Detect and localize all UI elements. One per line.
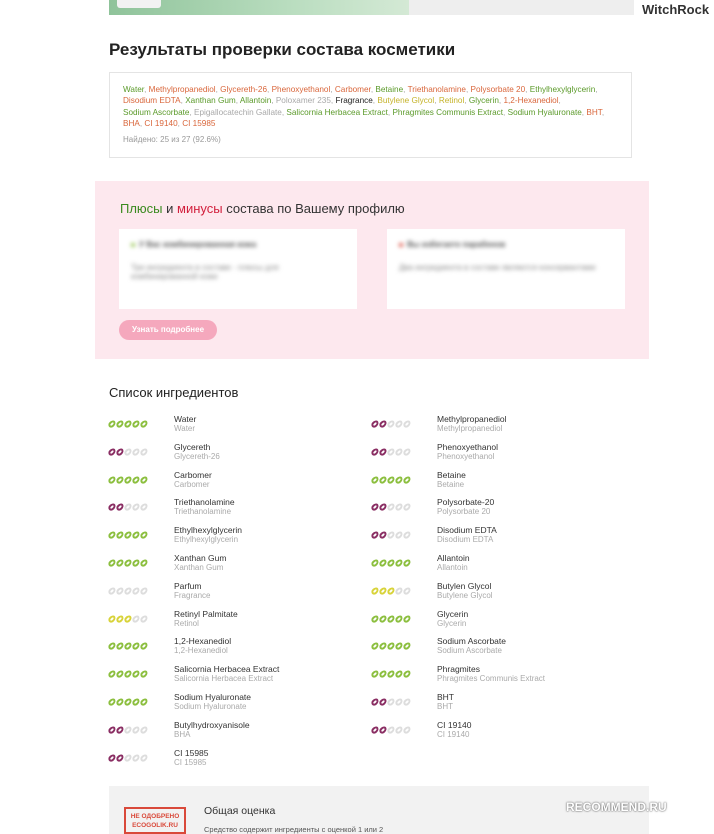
ingredient-row[interactable] xyxy=(109,608,369,636)
drop-icon xyxy=(139,502,149,512)
learn-more-button[interactable]: Узнать подробнее xyxy=(119,320,217,340)
ingredient-name: CI 19140 xyxy=(437,719,472,730)
composition-ingredient[interactable]: 1,2-Hexanediol xyxy=(503,96,559,106)
rating-drops-icon xyxy=(109,448,147,456)
ingredient-row[interactable] xyxy=(372,469,632,497)
composition-ingredient[interactable]: Polysorbate 20 xyxy=(470,85,526,94)
ingredient-inci: Allantoin xyxy=(437,563,468,572)
drop-icon xyxy=(402,586,412,596)
ingredient-inci: CI 15985 xyxy=(174,757,207,767)
ingredient-name: Betaine xyxy=(437,469,466,480)
composition-ingredient[interactable]: Ethylhexylglycerin xyxy=(529,85,596,94)
ingredient-inci: Polysorbate 20 xyxy=(437,507,491,517)
drop-icon xyxy=(402,614,412,624)
drop-icon xyxy=(139,697,149,707)
drop-icon xyxy=(402,419,412,429)
ingredient-name: Phragmites xyxy=(437,664,480,675)
ingredient-row[interactable] xyxy=(109,496,369,524)
top-panel xyxy=(409,0,634,15)
ingredient-inci: Retinol xyxy=(174,618,199,628)
drop-icon xyxy=(402,530,412,540)
composition-ingredient[interactable]: Fragrance xyxy=(335,96,373,106)
ingredient-name: Sodium Ascorbate xyxy=(437,636,506,647)
ingredient-row[interactable] xyxy=(372,496,632,524)
composition-ingredient[interactable]: Phragmites Communis Extract xyxy=(392,107,504,117)
ingredient-name: Carbomer xyxy=(174,469,212,480)
ingredient-inci: Xanthan Gum xyxy=(174,563,224,572)
composition-ingredient[interactable]: Carbomer xyxy=(334,85,371,94)
rating-drops-icon xyxy=(109,754,147,762)
ingredient-inci: Methylpropanediol xyxy=(437,424,503,433)
rating-drops-icon xyxy=(109,559,147,567)
composition-ingredient[interactable]: Sodium Ascorbate xyxy=(123,107,190,117)
drop-icon xyxy=(139,669,149,679)
ingredient-inci: Glycereth-26 xyxy=(174,451,220,461)
drop-icon xyxy=(139,641,149,651)
ingredient-name: Butylhydroxyanisole xyxy=(174,719,250,730)
rating-drops-icon xyxy=(109,531,147,539)
ingredient-name: Triethanolamine xyxy=(174,497,235,508)
ingredient-name: Allantoin xyxy=(437,553,470,563)
rating-drops-icon xyxy=(372,642,410,650)
drop-icon xyxy=(139,614,149,624)
ingredient-inci: Carbomer xyxy=(174,479,210,489)
drop-icon xyxy=(139,753,149,763)
ingredient-inci: BHA xyxy=(174,729,191,739)
minus-label: минусы xyxy=(177,201,223,216)
ingredient-name: Retinyl Palmitate xyxy=(174,608,238,619)
ingredients-list-title: Список ингредиентов xyxy=(109,385,239,400)
rating-drops-icon xyxy=(372,476,410,484)
drop-icon xyxy=(402,447,412,457)
rating-drops-icon xyxy=(109,670,147,678)
ingredient-name: Glycerin xyxy=(437,608,469,619)
drop-icon xyxy=(139,725,149,735)
rating-drops-icon xyxy=(109,587,147,595)
ingredient-row[interactable] xyxy=(372,524,632,552)
watermark: RECOMMEND.RU xyxy=(566,800,667,814)
ingredient-row[interactable] xyxy=(372,441,632,469)
ingredient-row[interactable] xyxy=(109,524,369,552)
ingredient-row[interactable] xyxy=(109,719,369,747)
composition-ingredient[interactable]: Glycerin xyxy=(468,96,499,106)
score-text: Средство содержит ингредиенты с оценкой 1 или 2 xyxy=(204,825,384,834)
rating-drops-icon xyxy=(372,531,410,539)
rating-drops-icon xyxy=(109,726,147,734)
ingredient-row[interactable] xyxy=(109,441,369,469)
ingredient-inci: Phenoxyethanol xyxy=(437,451,495,461)
top-banner-image xyxy=(109,0,409,15)
ingredient-inci: Butylene Glycol xyxy=(437,590,493,600)
drop-icon xyxy=(139,419,149,429)
rating-drops-icon xyxy=(372,587,410,595)
composition-ingredient[interactable]: Methylpropanediol xyxy=(148,85,216,94)
ingredient-name: Salicornia Herbacea Extract xyxy=(174,664,280,675)
ingredient-row[interactable] xyxy=(109,663,369,691)
ingredient-row[interactable] xyxy=(109,552,369,580)
rating-drops-icon xyxy=(372,615,410,623)
ingredient-name: Disodium EDTA xyxy=(437,525,497,536)
rating-drops-icon xyxy=(372,670,410,678)
ingredient-inci: Betaine xyxy=(437,479,465,489)
composition-ingredient[interactable]: Phenoxyethanol xyxy=(271,85,331,94)
ingredient-name: Ethylhexylglycerin xyxy=(174,525,243,536)
ingredient-inci: 1,2-Hexanediol xyxy=(174,646,228,656)
ingredient-name: Phenoxyethanol xyxy=(437,441,498,452)
ingredient-inci: Ethylhexylglycerin xyxy=(174,535,239,545)
thumbnail xyxy=(117,0,161,8)
composition-box xyxy=(109,72,632,158)
rating-drops-icon xyxy=(109,503,147,511)
composition-ingredient[interactable]: Retinol xyxy=(438,96,465,106)
page-title: Результаты проверки состава косметики xyxy=(109,40,456,59)
ingredient-name: CI 15985 xyxy=(174,747,209,758)
brand-name[interactable]: WitchRock xyxy=(642,2,710,17)
ingredient-row[interactable] xyxy=(109,747,369,775)
rating-drops-icon xyxy=(109,615,147,623)
ingredient-inci: CI 19140 xyxy=(437,729,470,739)
ingredient-inci: Triethanolamine xyxy=(174,507,232,517)
ingredient-name: 1,2-Hexanediol xyxy=(174,636,232,647)
drop-icon xyxy=(402,725,412,735)
drop-icon xyxy=(402,502,412,512)
ingredient-inci: Salicornia Herbacea Extract xyxy=(174,674,274,684)
rating-drops-icon xyxy=(372,559,410,567)
ingredient-row[interactable] xyxy=(372,608,632,636)
composition-ingredient[interactable]: Butylene Glycol xyxy=(377,96,435,106)
composition-ingredient[interactable]: CI 15985 xyxy=(182,119,216,129)
rating-drops-icon xyxy=(372,420,410,428)
ingredient-row[interactable] xyxy=(372,552,632,580)
composition-ingredient[interactable]: Xanthan Gum xyxy=(185,96,236,106)
ingredient-name: BHT xyxy=(437,692,454,702)
not-approved-stamp: НЕ ОДОБРЕНО ECOGOLIK.RU xyxy=(124,807,186,834)
composition-ingredient[interactable]: Betaine xyxy=(375,85,404,94)
ingredient-name: Butylen Glycol xyxy=(437,580,492,591)
rating-drops-icon xyxy=(109,642,147,650)
ingredient-inci: Water xyxy=(174,424,196,433)
rating-drops-icon xyxy=(372,448,410,456)
composition-ingredient[interactable]: BHT xyxy=(586,107,602,117)
ingredient-row[interactable] xyxy=(109,469,369,497)
rating-drops-icon xyxy=(109,476,147,484)
ingredient-row[interactable] xyxy=(372,663,632,691)
ingredient-inci: Sodium Hyaluronate xyxy=(174,702,247,711)
ingredient-row[interactable] xyxy=(372,635,632,663)
composition-ingredient[interactable]: Water xyxy=(123,85,145,94)
found-stats: Найдено: 25 из 27 (92.6%) xyxy=(123,134,221,144)
ingredient-row[interactable] xyxy=(372,719,632,747)
ingredient-row[interactable] xyxy=(109,413,369,441)
ingredient-name: Glycereth xyxy=(174,441,211,452)
ingredient-inci: BHT xyxy=(437,702,453,711)
ingredient-inci: Disodium EDTA xyxy=(437,535,494,545)
ingredient-name: Polysorbate-20 xyxy=(437,497,495,508)
ingredient-name: Xanthan Gum xyxy=(174,553,227,563)
composition-ingredient[interactable]: Salicornia Herbacea Extract xyxy=(286,107,388,117)
ingredient-inci: Fragrance xyxy=(174,590,211,600)
rating-drops-icon xyxy=(109,698,147,706)
ingredient-inci: Phragmites Communis Extract xyxy=(437,674,546,684)
composition-ingredient[interactable]: CI 19140 xyxy=(144,119,178,129)
ingredient-name: Methylpropanediol xyxy=(437,414,507,424)
drop-icon xyxy=(402,669,412,679)
ingredient-row[interactable] xyxy=(372,580,632,608)
score-title: Общая оценка xyxy=(204,805,276,817)
composition-ingredient[interactable]: Sodium Hyaluronate xyxy=(507,107,582,117)
composition-ingredient[interactable]: Allantoin xyxy=(239,96,272,106)
drop-icon xyxy=(402,558,412,568)
ingredient-inci: Sodium Ascorbate xyxy=(437,646,502,656)
profile-card-minus: Вы избегаете парабенов Два ингредиента в составе являются консервантами xyxy=(387,229,625,309)
profile-section xyxy=(95,181,649,359)
profile-card-plus: У Вас комбинированная кожа Три ингредиента в составе - плюсы для комбинированной кожи xyxy=(119,229,357,309)
ingredient-inci: Glycerin xyxy=(437,618,467,628)
composition-ingredient[interactable]: Triethanolamine xyxy=(407,85,466,94)
rating-drops-icon xyxy=(372,726,410,734)
drop-icon xyxy=(402,641,412,651)
plus-label: Плюсы xyxy=(120,201,163,216)
drop-icon xyxy=(139,530,149,540)
rating-drops-icon xyxy=(109,420,147,428)
drop-icon xyxy=(139,558,149,568)
composition-ingredient[interactable]: Epigallocatechin Gallate xyxy=(194,107,282,117)
drop-icon xyxy=(402,697,412,707)
composition-text: Water, Methylpropanediol, Glycereth-26, Phenoxyethanol, Carbomer, Betaine, Triethanolamine, Polysorbate 20, Ethylhexylglycerin, Disodium EDTA, Xanthan Gum, Allantoin, Poloxamer 235, Fragrance, Butylene Glycol, Retinol, Glycerin, 1,2-Hexanediol, Sodium Ascorbate, Epigallocatechin Gallate, Salicornia Herbacea Extract, Phragmites Communis Extract, Sodium Hyaluronate, BHT, BHA, CI 19140, CI 15985 xyxy=(123,85,605,129)
drop-icon xyxy=(139,475,149,485)
rating-drops-icon xyxy=(372,503,410,511)
ingredient-row[interactable] xyxy=(109,580,369,608)
ingredient-name: Sodium Hyaluronate xyxy=(174,692,252,702)
drop-icon xyxy=(139,586,149,596)
drop-icon xyxy=(402,475,412,485)
rating-drops-icon xyxy=(372,698,410,706)
ingredient-name: Water xyxy=(174,414,197,424)
composition-ingredient[interactable]: Disodium EDTA xyxy=(123,96,181,106)
ingredient-row[interactable] xyxy=(109,635,369,663)
ingredient-row[interactable] xyxy=(109,691,369,719)
profile-title: Плюсы и минусы состава по Вашему профилю xyxy=(120,201,405,216)
composition-ingredient[interactable]: BHA xyxy=(123,119,140,129)
composition-ingredient[interactable]: Poloxamer 235 xyxy=(275,96,331,106)
ingredient-name: Parfum xyxy=(174,580,202,591)
ingredient-row[interactable] xyxy=(372,413,632,441)
ingredient-row[interactable] xyxy=(372,691,632,719)
drop-icon xyxy=(139,447,149,457)
composition-ingredient[interactable]: Glycereth-26 xyxy=(220,85,268,94)
